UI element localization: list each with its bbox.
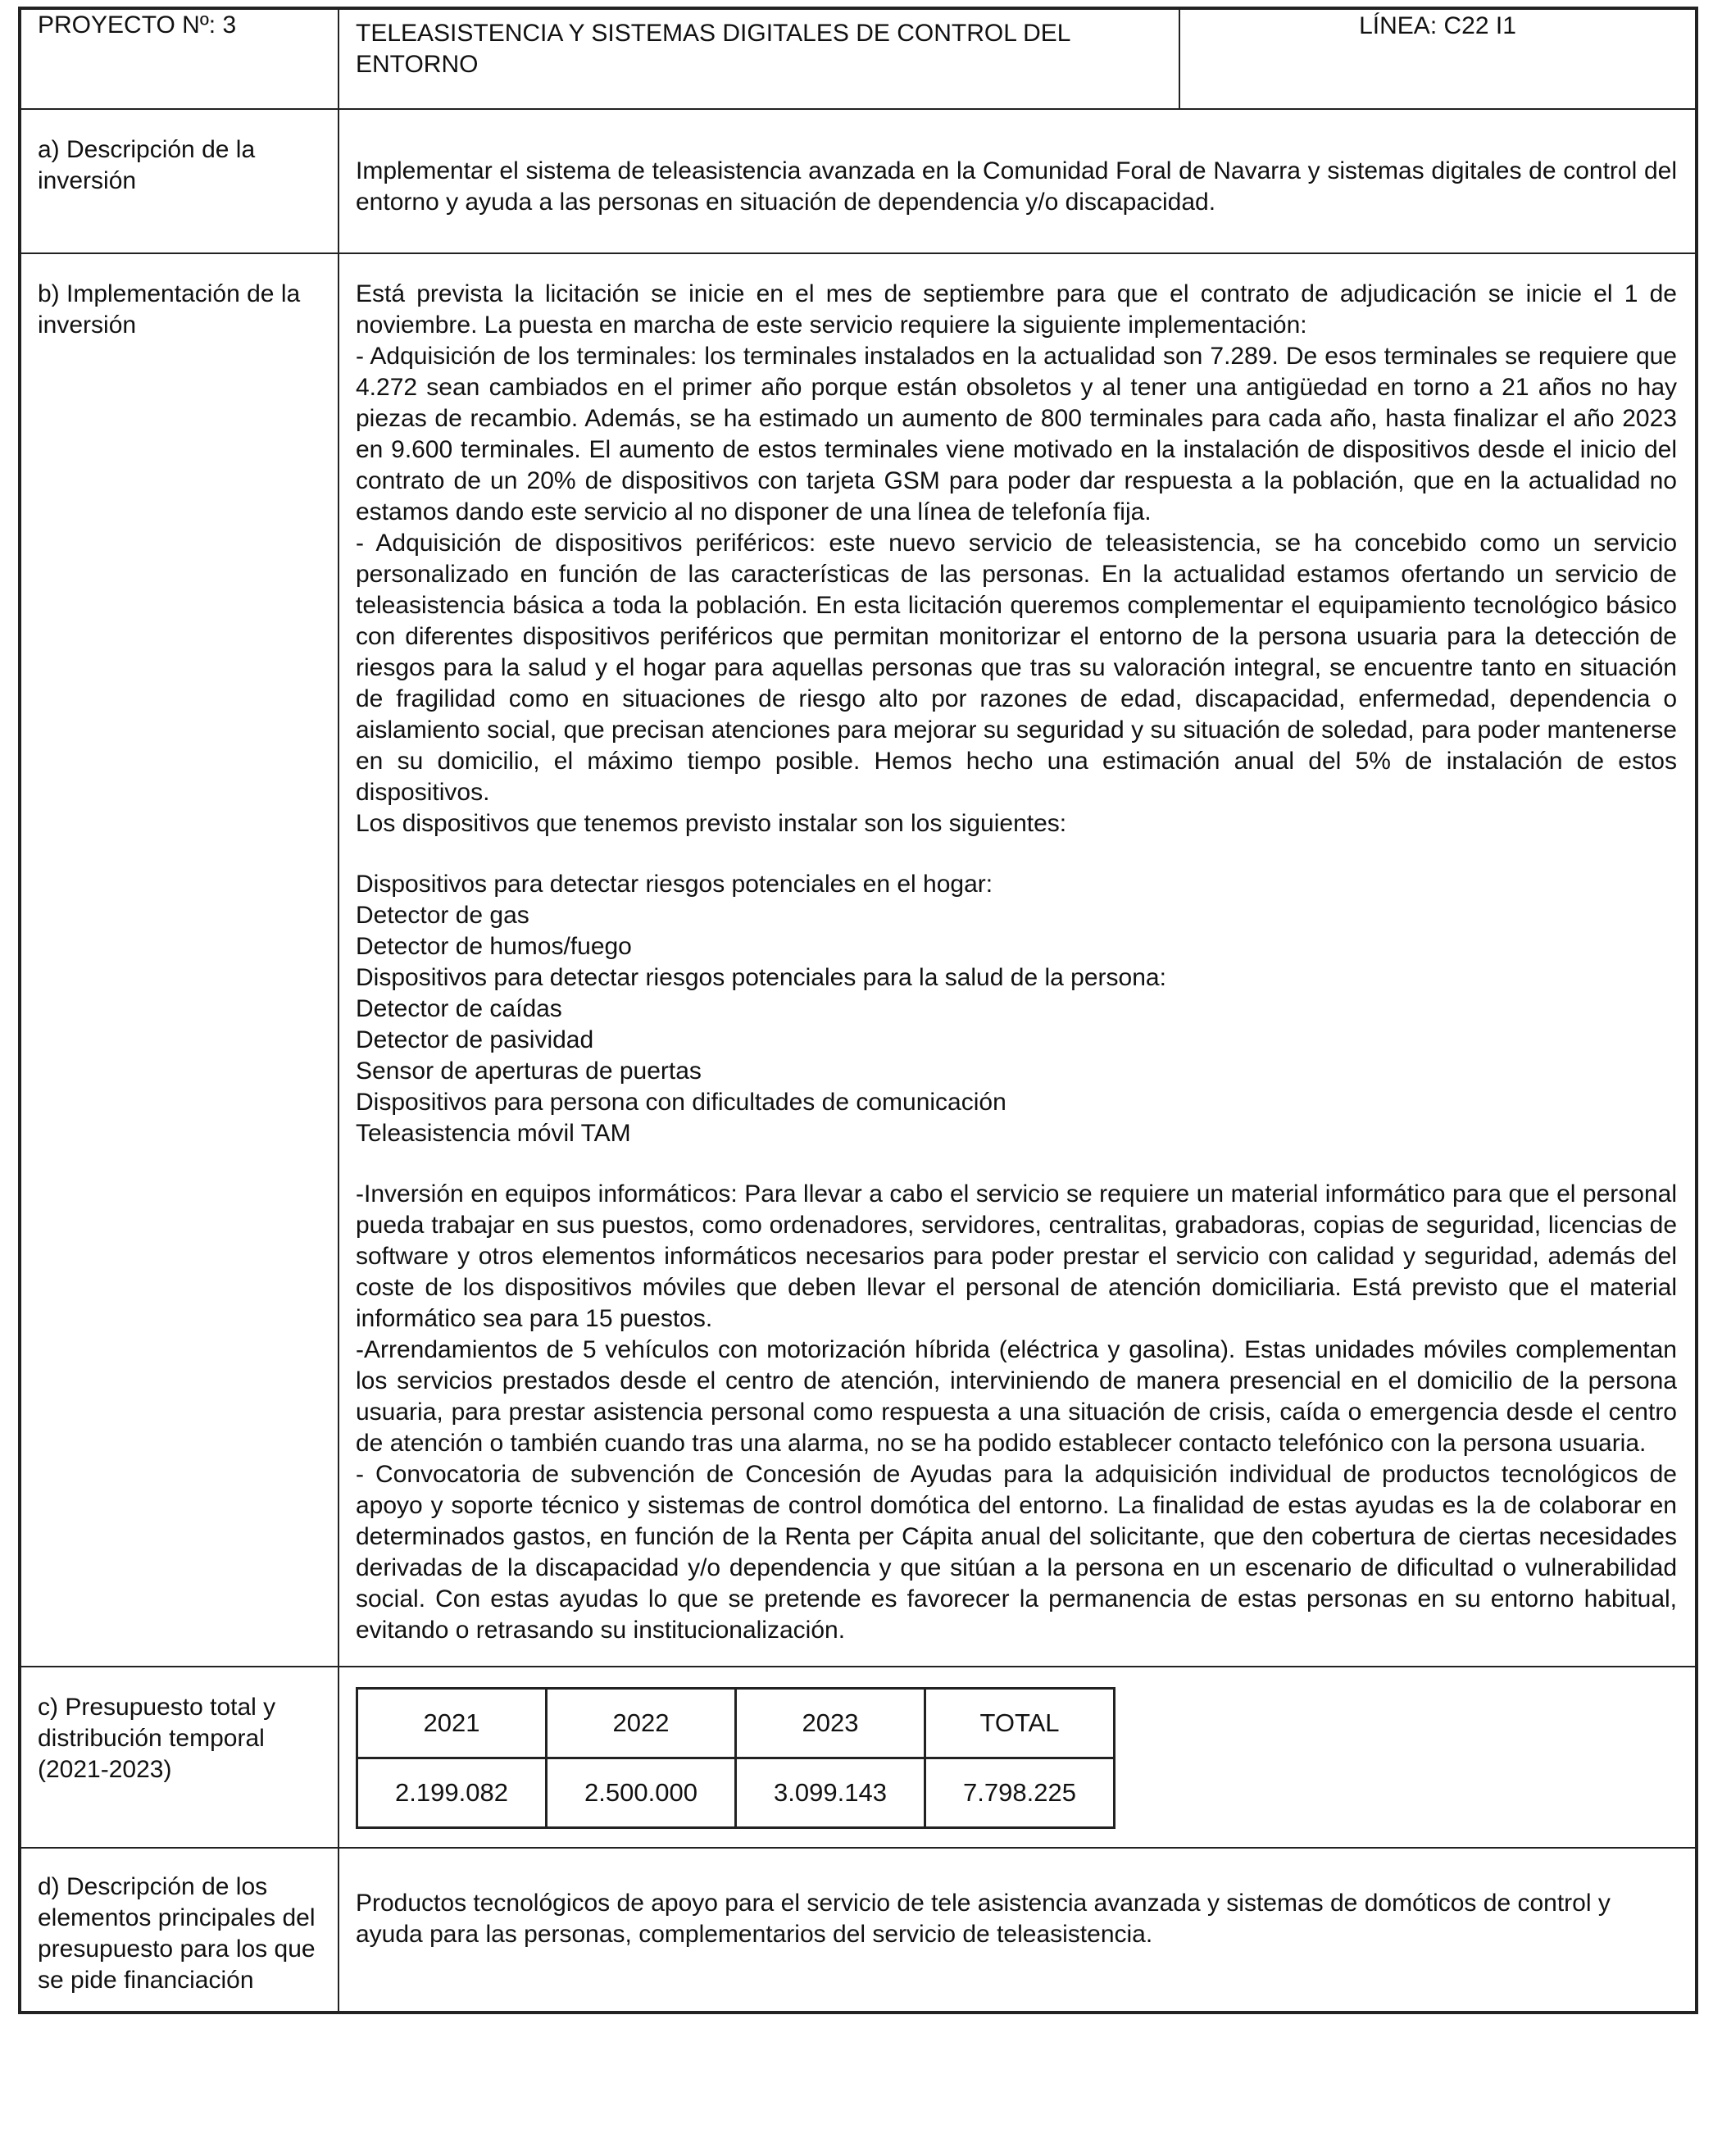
device-list-item: Detector de caídas xyxy=(356,995,562,1022)
section-b-terminals: - Adquisición de los terminales: los terminales instalados en la actualidad son 7.289. De esos terminales se requiere que 4.272 sean cambiados en el primer año porque están obsoletos y al tener una antigüedad en torno a 21 años no hay piezas de recambio. Además, se ha estimado un aumento de 800 terminales para cada año, hasta finalizar el año 2023 en 9.600 terminales. El aumento de estos terminales viene motivado en la instalación de dispositivos desde el inicio del contrato de un 20% de dispositivos con tarjeta GSM para poder dar respuesta a la población, que en la actualidad no estamos dando este servicio al no disponer de una línea de telefonía fija. xyxy=(356,343,1677,525)
budget-value-row xyxy=(357,1758,1115,1828)
budget-value-cell: 7.798.225 xyxy=(925,1758,1115,1828)
budget-value-cell: 2.199.082 xyxy=(357,1758,547,1828)
device-list-item: Detector de humos/fuego xyxy=(356,933,632,960)
budget-table xyxy=(356,1687,1115,1829)
device-list-item: Dispositivos para persona con dificultades de comunicación xyxy=(356,1089,1006,1116)
device-list-item: Detector de gas xyxy=(356,902,529,929)
section-b-vehicles: -Arrendamientos de 5 vehículos con motorización híbrida (eléctrica y gasolina). Estas unidades móviles complementan los servicios prestados desde el centro de atención, interviniendo de manera presencial en el domicilio de la persona usuaria, para prestar asistencia personal como respuesta a una situación de crisis, caída o emergencia desde el centro de atención o también cuando tras una alarma, no se ha podido establecer contacto telefónico con la persona usuaria. xyxy=(356,1336,1677,1457)
budget-header-cell: 2022 xyxy=(547,1689,736,1758)
section-a-content xyxy=(339,109,1696,253)
budget-value-cell: 2.500.000 xyxy=(547,1758,736,1828)
section-a-text: Implementar el sistema de teleasistencia avanzada en la Comunidad Foral de Navarra y sistemas digitales de control del entorno y ayuda a las personas en situación de dependencia y/o discapacidad. xyxy=(356,157,1677,216)
section-c-row xyxy=(20,1667,1696,1848)
section-a-row xyxy=(20,109,1696,253)
section-b-content xyxy=(339,253,1696,1667)
project-table xyxy=(20,8,1697,2013)
header-row xyxy=(20,9,1696,109)
section-c-label: c) Presupuesto total y distribución temporal (2021-2023) xyxy=(20,1667,339,1848)
project-sheet xyxy=(18,7,1698,2014)
section-d-text: Productos tecnológicos de apoyo para el servicio de tele asistencia avanzada y sistemas de domóticos de control y ayuda para las personas, complementarios del servicio de teleasistencia. xyxy=(356,1890,1611,1948)
section-b-it-equipment: -Inversión en equipos informáticos: Para llevar a cabo el servicio se requiere un material informático para que el personal pueda trabajar en sus puestos, como ordenadores, servidores, centralitas, grabadoras, copias de seguridad, licencias de software y otros elementos informáticos necesarios para poder prestar el servicio con calidad y seguridad, además del coste de los dispositivos móviles que deben llevar el personal de atención domiciliaria. Está previsto que el material informático sea para 15 puestos. xyxy=(356,1180,1677,1332)
project-title: TELEASISTENCIA Y SISTEMAS DIGITALES DE CONTROL DEL ENTORNO xyxy=(339,9,1179,109)
section-b-label: b) Implementación de la inversión xyxy=(20,253,339,1667)
section-c-content xyxy=(339,1667,1696,1848)
section-b-peripherals: - Adquisición de dispositivos periféricos: este nuevo servicio de teleasistencia, se ha concebido como un servicio personalizado en función de las características de las personas. En la actualidad estamos ofertando un servicio de teleasistencia básica a toda la población. En esta licitación queremos complementar el equipamiento tecnológico básico con diferentes dispositivos periféricos que permitan monitorizar el entorno de la persona usuaria para la detección de riesgos para la salud y el hogar para aquellas personas que tras su valoración integral, se encuentre tanto en situación de fragilidad como en situaciones de riesgo alto por razones de edad, discapacidad, enfermedad, dependencia o aislamiento social, que precisan atenciones para mejorar su seguridad y su situación de soledad, para poder mantenerse en su domicilio, el máximo tiempo posible. Hemos hecho una estimación anual del 5% de instalación de estos dispositivos. xyxy=(356,530,1677,806)
project-number: PROYECTO Nº: 3 xyxy=(20,9,339,109)
section-a-label: a) Descripción de la inversión xyxy=(20,109,339,253)
section-b-devices-intro: Los dispositivos que tenemos previsto instalar son los siguientes: xyxy=(356,810,1067,837)
budget-header-cell: TOTAL xyxy=(925,1689,1115,1758)
budget-header-cell: 2021 xyxy=(357,1689,547,1758)
section-d-label: d) Descripción de los elementos principales del presupuesto para los que se pide financiación xyxy=(20,1848,339,2012)
device-list-item: Teleasistencia móvil TAM xyxy=(356,1120,631,1147)
section-b-row xyxy=(20,253,1696,1667)
section-b-intro: Está prevista la licitación se inicie en el mes de septiembre para que el contrato de adjudicación se inicie el 1 de noviembre. La puesta en marcha de este servicio requiere la siguiente implementación: xyxy=(356,280,1677,339)
budget-header-row xyxy=(357,1689,1115,1758)
device-list-item: Detector de pasividad xyxy=(356,1026,594,1053)
project-line: LÍNEA: C22 I1 xyxy=(1179,9,1696,109)
section-d-content xyxy=(339,1848,1696,2012)
budget-header-cell: 2023 xyxy=(736,1689,925,1758)
device-list xyxy=(356,869,1677,1149)
device-list-item: Sensor de aperturas de puertas xyxy=(356,1058,702,1085)
device-list-item: Dispositivos para detectar riesgos potenciales para la salud de la persona: xyxy=(356,964,1166,991)
device-list-item: Dispositivos para detectar riesgos potenciales en el hogar: xyxy=(356,871,993,898)
section-d-row xyxy=(20,1848,1696,2012)
section-b-grants: - Convocatoria de subvención de Concesión de Ayudas para la adquisición individual de productos tecnológicos de apoyo y soporte técnico y sistemas de control domótica del entorno. La finalidad de estas ayudas es la de colaborar en determinados gastos, en función de la Renta per Cápita anual del solicitante, que den cobertura de ciertas necesidades derivadas de la discapacidad y/o dependencia y que sitúan a la persona en un escenario de dificultad o vulnerabilidad social. Con estas ayudas lo que se pretende es favorecer la permanencia de estas personas en su entorno habitual, evitando o retrasando su institucionalización. xyxy=(356,1461,1677,1644)
budget-value-cell: 3.099.143 xyxy=(736,1758,925,1828)
